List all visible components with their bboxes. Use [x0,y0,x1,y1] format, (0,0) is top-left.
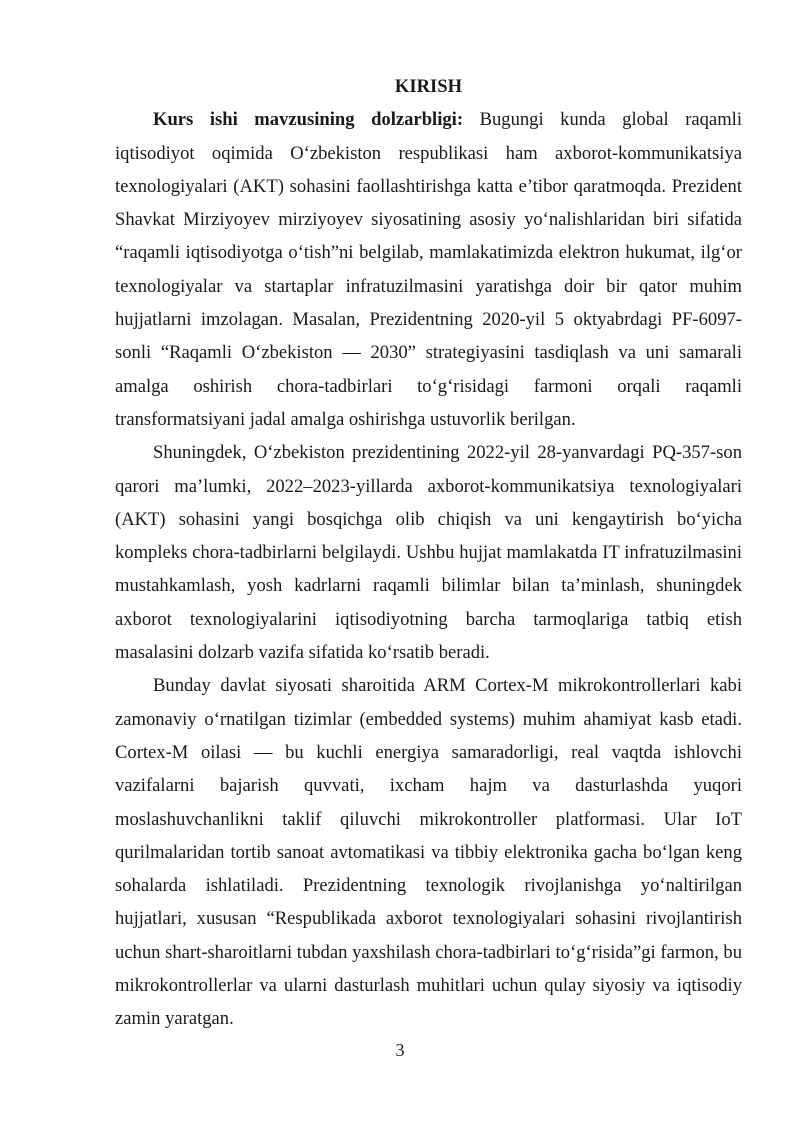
paragraph-text: Bunday davlat siyosati sharoitida ARM Cortex-M mikrokontrollerlari kabi zamonaviy o‘rnatilgan tizimlar (embedded systems) muhim ahamiyat kasb etadi. Cortex-M oilasi — bu kuchli energiya samaradorligi, real vaqtda ishlovchi vazifalarni bajarish quvvati, ixcham hajm va dasturlashda yuqori moslashuvchanlikni taklif qiluvchi mikrokontroller platformasi. Ular IoT qurilmalaridan tortib sanoat avtomatikasi va tibbiy elektronika gacha bo‘lgan keng sohalarda ishlatiladi. Prezidentning texnologik rivojlanishga yo‘naltirilgan hujjatlari, xususan “Respublikada axborot texnologiyalari sohasini rivojlantirish uchun shart-sharoitlarni tubdan yaxshilash chora-tadbirlari to‘g‘risida”gi farmon, bu mikrokontrollerlar va ularni dasturlash muhitlari uchun qulay siyosiy va iqtisodiy zamin yaratgan. [115,675,742,1030]
paragraph-text: Bugungi kunda global raqamli iqtisodiyot oqimida O‘zbekiston respublikasi ham axborot-kommunikatsiya texnologiyalari (AKT) sohasini faollashtirishga katta e’tibor qaratmoqda. Prezident Shavkat Mirziyoyev mirziyoyev siyosatining asosiy yo‘nalishlaridan biri sifatida “raqamli iqtisodiyotga o‘tish”ni belgilab, mamlakatimizda elektron hukumat, ilg‘or texnologiyalar va startaplar infratuzilmasini yaratishga doir bir qator muhim hujjatlarni imzolagan. Masalan, Prezidentning 2020-yil 5 oktyabrdagi PF-6097-sonli “Raqamli O‘zbekiston — 2030” strategiyasini tasdiqlash va uni samarali amalga oshirish chora-tadbirlari to‘g‘risidagi farmoni orqali raqamli transformatsiyani jadal amalga oshirishga ustuvorlik berilgan. [115,109,742,430]
page-number: 3 [395,1040,405,1060]
page-body [115,70,742,1036]
paragraph-cortex-m [115,669,742,1035]
paragraph-text: Shuningdek, O‘zbekiston prezidentining 2022-yil 28-yanvardagi PQ-357-son qarori ma’lumki, 2022–2023-yillarda axborot-kommunikatsiya texnologiyalari (AKT) sohasini yangi bosqichga olib chiqish va uni kengaytirish bo‘yicha kompleks chora-tadbirlarni belgilaydi. Ushbu hujjat mamlakatda IT infratuzilmasini mustahkamlash, yosh kadrlarni raqamli bilimlar bilan ta’minlash, shuningdek axborot texnologiyalarini iqtisodiyotning barcha tarmoqlariga tatbiq etish masalasini dolzarb vazifa sifatida ko‘rsatib beradi. [115,442,742,664]
paragraph-decree [115,436,742,669]
paragraph-lead: Kurs ishi mavzusining dolzarbligi: [153,109,464,131]
paragraph-relevance [115,103,742,436]
section-heading: KIRISH [394,76,463,97]
